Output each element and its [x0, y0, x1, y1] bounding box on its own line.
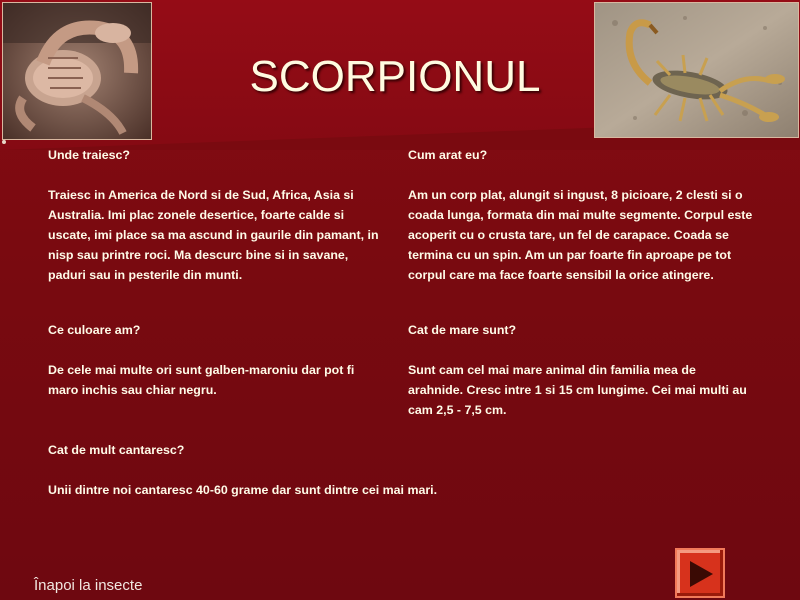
color-question: Ce culoare am? [48, 323, 141, 337]
next-slide-button[interactable] [675, 548, 725, 598]
play-arrow-icon [688, 560, 714, 588]
size-section [408, 320, 753, 420]
page-title: SCORPIONUL [249, 52, 541, 101]
scorpion-closeup-photo [2, 2, 152, 140]
appearance-question: Cum arat eu? [408, 148, 488, 162]
scorpion-on-sand-photo [594, 2, 799, 138]
decorative-dot-icon [1, 139, 7, 145]
habitat-section [48, 145, 383, 285]
back-to-insects-link[interactable]: Înapoi la insecte [34, 577, 143, 594]
weight-question: Cat de mult cantaresc? [48, 443, 185, 457]
habitat-answer: Traiesc in America de Nord si de Sud, Africa, Asia si Australia. Imi plac zonele desertice, foarte calde si uscate, imi place sa ma ascund in gaurile din pamant, in nisp sau printre roci. Ma descurc bine si in savane, paduri sau in pesterile din munti. [48, 188, 379, 282]
appearance-answer: Am un corp plat, alungit si ingust, 8 picioare, 2 clesti si o coada lunga, formata din mai multe segmente. Corpul este acoperit cu o crusta tare, un fel de carapace. Coada se termina cu un spin. Am un par foarte fin aproape pe tot corpul care ma face foarte sensibil la orice atingere. [408, 188, 753, 282]
color-section [48, 320, 383, 400]
weight-answer: Unii dintre noi cantaresc 40-60 grame dar sunt dintre cei mai mari. [48, 483, 438, 497]
size-answer: Sunt cam cel mai mare animal din familia mea de arahnide. Cresc intre 1 si 15 cm lungime. Cei mai multi au cam 2,5 - 7,5 cm. [408, 363, 747, 417]
weight-section [48, 440, 498, 500]
color-answer: De cele mai multe ori sunt galben-maroniu dar pot fi maro inchis sau chiar negru. [48, 363, 355, 397]
appearance-section [408, 145, 753, 285]
habitat-question: Unde traiesc? [48, 148, 130, 162]
size-question: Cat de mare sunt? [408, 323, 517, 337]
